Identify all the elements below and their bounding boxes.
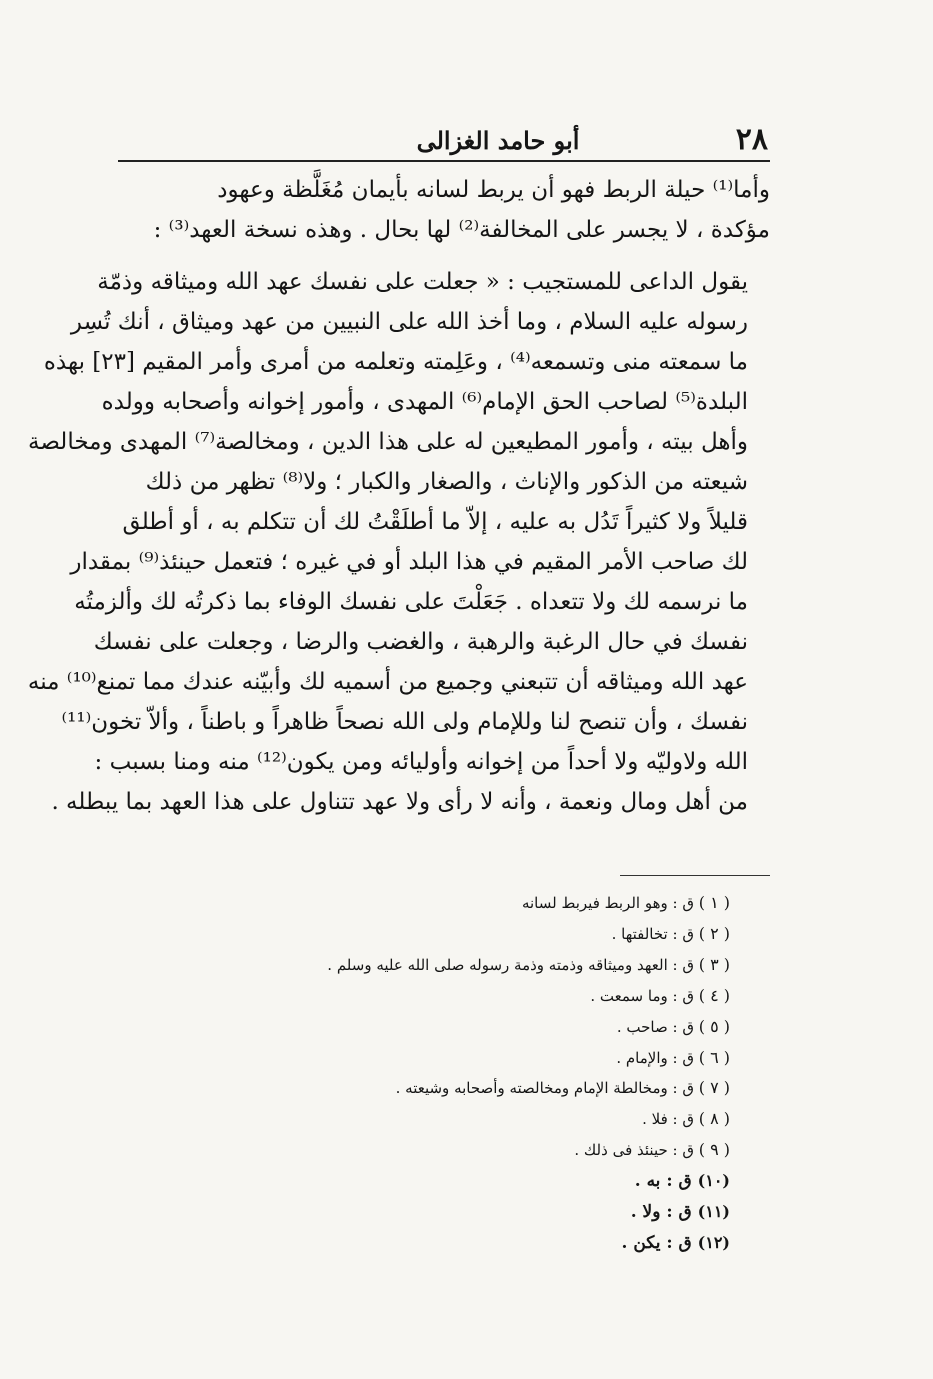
footnote-7 <box>160 1073 730 1104</box>
footnote-text: ق : يكن . <box>621 1232 692 1253</box>
page-number: ٢٨ <box>735 122 768 157</box>
footnote-1 <box>160 888 730 919</box>
text-line: لك صاحب الأمر المقيم في هذا البلد أو في غيره ؛ فتعمل حينئذ⁽⁹⁾ بمقدار <box>70 549 748 575</box>
footnote-number: ( ٦ ) <box>698 1047 730 1067</box>
footnote-text: ق : به . <box>634 1171 692 1192</box>
text-line: من أهل ومال ونعمة ، وأنه لا رأى ولا عهد تتناول على هذا العهد بما يبطله . <box>51 789 748 815</box>
paragraph-binding-trick <box>118 170 770 250</box>
header-rule <box>118 160 770 162</box>
footnote-text: ق : ومخالطة الإمام ومخالصته وأصحابه وشيعته . <box>395 1079 694 1098</box>
footnote-5 <box>160 1012 730 1043</box>
footnote-10 <box>160 1166 730 1197</box>
footnote-number: ( ٧ ) <box>698 1078 730 1098</box>
footnote-number: ( ٣ ) <box>698 954 730 974</box>
footnote-text: ق : حينئذ فى ذلك . <box>574 1141 694 1160</box>
text-line: نفسك ، وأن تنصح لنا وللإمام ولى الله نصحاً ظاهراً و باطناً ، وألاّ تخون⁽¹¹⁾ <box>61 709 748 735</box>
footnote-2 <box>160 919 730 950</box>
footnote-number: ( ٥ ) <box>698 1016 730 1036</box>
text-line: وأهل بيته ، وأمور المطيعين له على هذا الدين ، ومخالصة⁽⁷⁾ المهدى ومخالصة <box>28 429 748 455</box>
footnote-text: ق : وما سمعت . <box>590 986 694 1005</box>
text-line: مؤكدة ، لا يجسر على المخالفة⁽²⁾ لها بحال . وهذه نسخة العهد⁽³⁾ : <box>153 217 770 243</box>
footnote-number: ( ٩ ) <box>698 1140 730 1160</box>
footnote-number: ( ٨ ) <box>698 1109 730 1129</box>
text-line: رسوله عليه السلام ، وما أخذ الله على النبيين من عهد وميثاق ، أنك تُسِر <box>70 309 748 335</box>
footnote-number: (١٢) <box>697 1232 730 1252</box>
text-line: ما سمعته منى وتسمعه⁽⁴⁾ ، وعَلِمته وتعلمه من أمرى وأمر المقيم [٢٣] بهذه <box>43 349 748 375</box>
page-header <box>118 118 768 158</box>
text-line: يقول الداعى للمستجيب : « جعلت على نفسك عهد الله وميثاقه وذمّة <box>97 269 748 295</box>
text-line: نفسك في حال الرغبة والرهبة ، والغضب والرضا ، وجعلت على نفسك <box>93 629 748 655</box>
footnote-6 <box>160 1043 730 1074</box>
text-line: وأما⁽¹⁾ حيلة الربط فهو أن يربط لسانه بأيمان مُغَلَّظة وعهود <box>217 177 770 203</box>
footnote-text: ق : والإمام . <box>616 1048 694 1067</box>
footnote-4 <box>160 981 730 1012</box>
text-line: ما نرسمه لك ولا تتعداه . جَعَلْتَ على نفسك الوفاء بما ذكرتُه لك وألزمتُه <box>74 589 748 615</box>
footnote-number: ( ٢ ) <box>698 923 730 943</box>
text-line: شيعته من الذكور والإناث ، والصغار والكبار ؛ ولا⁽⁸⁾ تظهر من ذلك <box>145 469 748 495</box>
footnote-text: ق : العهد وميثاقه وذمته وذمة رسوله صلى الله عليه وسلم . <box>327 955 694 974</box>
footnote-text: ق : صاحب . <box>616 1017 694 1036</box>
footnote-9 <box>160 1135 730 1166</box>
footnote-number: (١١) <box>697 1202 730 1222</box>
footnote-number: ( ٤ ) <box>698 985 730 1005</box>
footnote-text: ق : تخالفتها . <box>611 924 694 943</box>
text-line: عهد الله وميثاقه أن تتبعني وجميع من أسميه لك وأبيّنه عندك مما تمنع⁽¹⁰⁾ منه <box>27 669 748 695</box>
footnote-12 <box>160 1228 730 1259</box>
footnote-11 <box>160 1197 730 1228</box>
footnote-rule <box>620 875 770 876</box>
main-text <box>27 170 770 822</box>
footnote-number: (١٠) <box>697 1171 730 1191</box>
text-line: قليلاً ولا كثيراً تَدُل به عليه ، إلاّ ما أطلَقْتُ لك أن تتكلم به ، أو أطلق <box>122 509 748 535</box>
footnote-text: ق : فلا . <box>642 1110 694 1129</box>
footnotes <box>160 888 730 1259</box>
footnote-number: ( ١ ) <box>698 893 730 912</box>
running-title: أبو حامد الغزالى <box>416 126 580 155</box>
footnote-3 <box>160 950 730 981</box>
footnote-text: ق : وهو الربط فيربط لسانه <box>521 894 694 912</box>
footnote-8 <box>160 1104 730 1135</box>
text-line: الله ولاوليّه ولا أحداً من إخوانه وأوليائه ومن يكون⁽¹²⁾ منه ومنا بسبب : <box>94 749 748 775</box>
footnote-text: ق : ولا . <box>630 1202 692 1223</box>
paragraph-oath-text <box>27 262 770 822</box>
text-line: البلدة⁽⁵⁾ لصاحب الحق الإمام⁽⁶⁾ المهدى ، وأمور إخوانه وأصحابه وولده <box>101 389 748 415</box>
